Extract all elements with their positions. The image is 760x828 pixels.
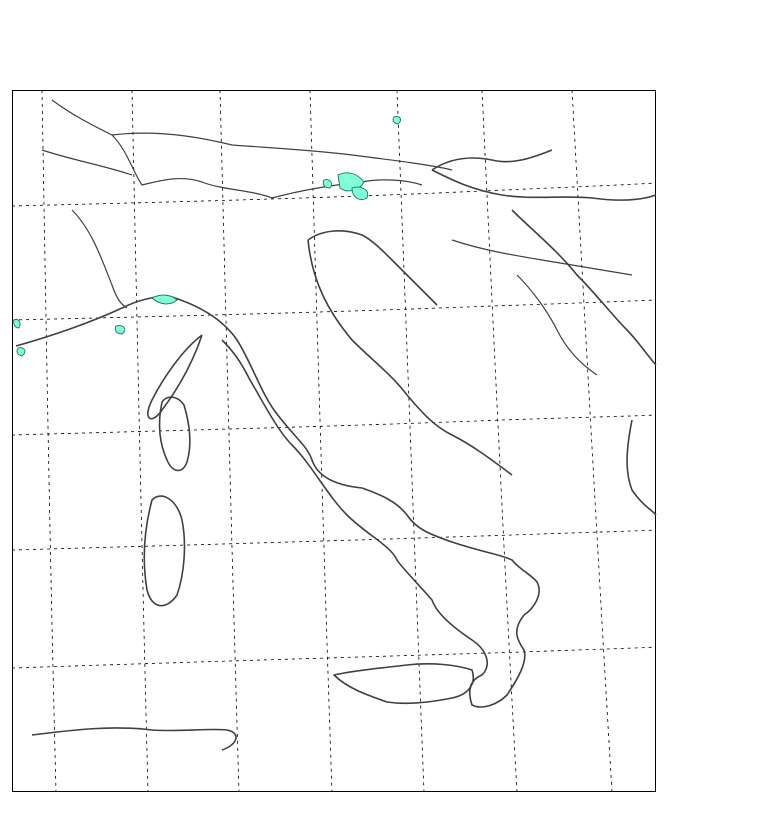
map-frame	[13, 91, 656, 792]
color-scale-legend	[660, 85, 750, 745]
precipitation-map	[12, 90, 657, 793]
